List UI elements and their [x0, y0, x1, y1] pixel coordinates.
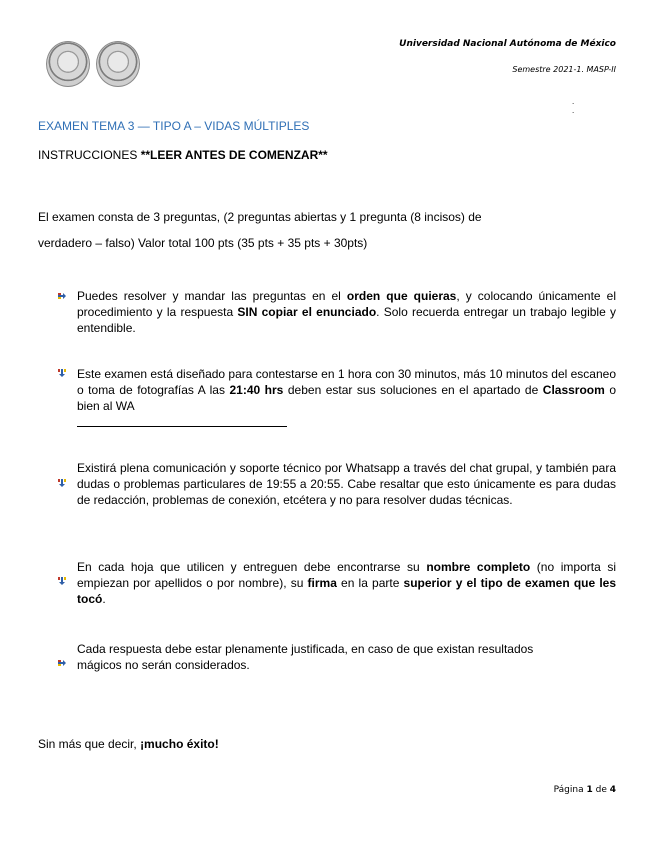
arrow-bullet-icon	[58, 577, 66, 585]
arrow-bullet-icon	[58, 659, 66, 667]
header-dots: . .	[572, 97, 605, 115]
blank-underline	[77, 426, 287, 427]
bullet-4-text: En cada hoja que utilicen y entreguen debe encontrarse su nombre completo (no importa si empiezan por apellidos o por nombre), su firma en la parte superior y el tipo de examen que les tocó.	[77, 560, 616, 606]
closing-line: Sin más que decir, ¡mucho éxito!	[38, 737, 219, 751]
intro-paragraph	[38, 204, 598, 256]
intro-line-1: El examen consta de 3 preguntas, (2 preguntas abiertas y 1 pregunta (8 incisos) de	[38, 210, 482, 224]
bullet-2-text: Este examen está diseñado para contestarse en 1 hora con 30 minutos, más 10 minutos del escaneo o toma de fotografías A las 21:40 hrs deben estar sus soluciones en el apartado de Classroom o bien al WA	[77, 367, 616, 413]
unam-seal-logo	[46, 41, 90, 87]
arrow-bullet-icon	[58, 369, 66, 377]
page-number: Página 1 de 4	[553, 785, 616, 795]
header-university: Universidad Nacional Autónoma de México	[399, 39, 616, 49]
instructions-bold: **LEER ANTES DE COMENZAR**	[140, 148, 328, 162]
intro-line-2: verdadero – falso) Valor total 100 pts (35 pts + 35 pts + 30pts)	[38, 236, 368, 250]
header-semester: Semestre 2021-1. MASP-II	[512, 65, 616, 74]
arrow-bullet-icon	[58, 292, 66, 300]
closing-bold: ¡mucho éxito!	[140, 737, 219, 751]
instructions-heading	[38, 148, 328, 162]
header-logos	[46, 41, 140, 87]
instructions-prefix: INSTRUCCIONES	[38, 148, 141, 162]
bullet-3-text: Existirá plena comunicación y soporte técnico por Whatsapp a través del chat grupal, y también para dudas o problemas particulares de 19:55 a 20:55. Cabe resaltar que esto únicamente es para dudas de redacción, problemas de conexión, etcétera y no para resolver dudas técnicas.	[77, 461, 616, 507]
faculty-seal-logo	[96, 41, 140, 87]
exam-title: EXAMEN TEMA 3 — TIPO A – VIDAS MÚLTIPLES	[38, 119, 310, 133]
bullet-1-text: Puedes resolver y mandar las preguntas en el orden que quieras, y colocando únicamente el procedimiento y la respuesta SIN copiar el enunciado. Solo recuerda entregar un trabajo legible y entendible.	[77, 289, 617, 335]
bullet-5-text: Cada respuesta debe estar plenamente justificada, en caso de que existan resultados mágicos no serán considerados.	[77, 642, 534, 672]
arrow-bullet-icon	[58, 479, 66, 487]
